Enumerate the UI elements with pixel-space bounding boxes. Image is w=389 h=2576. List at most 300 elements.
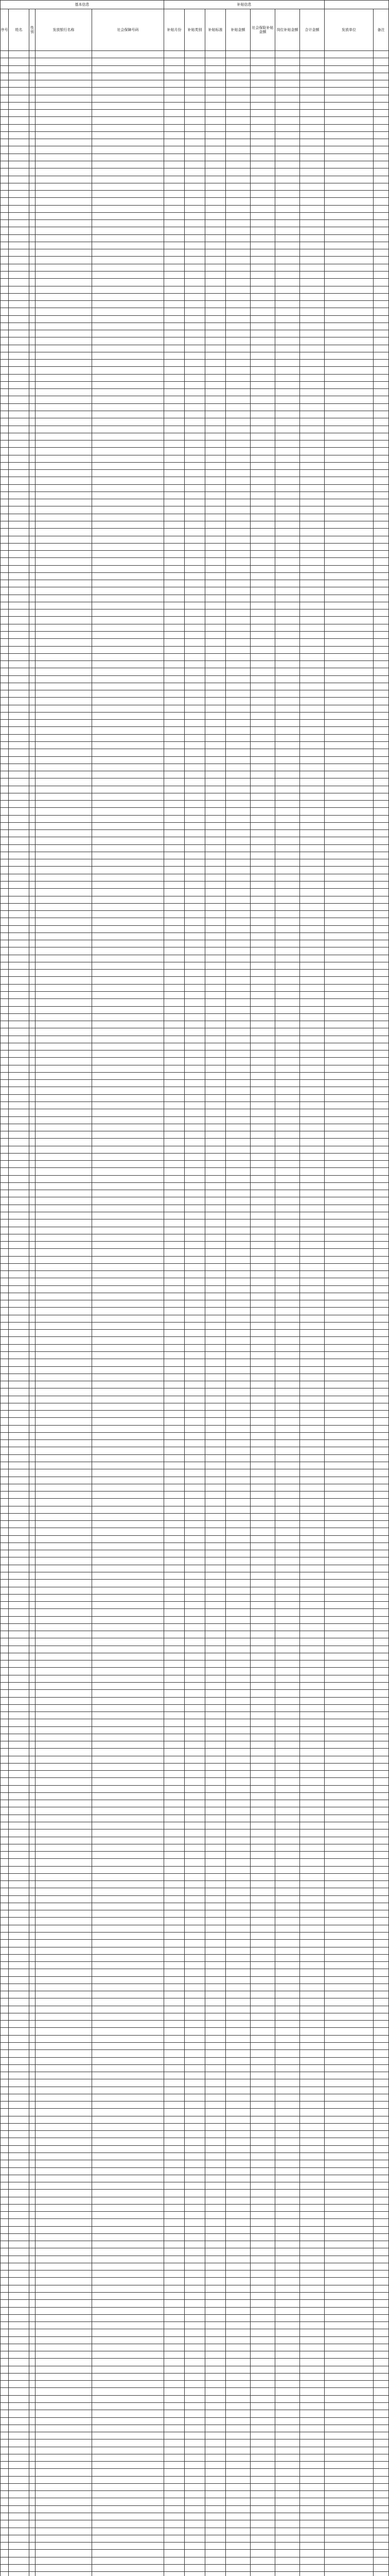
table-cell <box>185 227 205 234</box>
table-cell <box>325 242 374 249</box>
table-cell <box>164 1366 185 1374</box>
table-cell <box>9 1844 29 1851</box>
table-cell <box>9 1352 29 1359</box>
table-cell <box>226 1359 251 1366</box>
table-cell <box>36 1925 92 1932</box>
table-cell <box>164 1212 185 1219</box>
table-cell <box>1 2373 9 2380</box>
table-cell <box>275 2439 300 2447</box>
table-cell <box>92 374 164 381</box>
table-cell <box>275 962 300 969</box>
table-cell <box>29 1168 36 1175</box>
table-row <box>1 617 389 624</box>
table-cell <box>205 1873 226 1880</box>
table-cell <box>29 903 36 910</box>
table-cell <box>205 2417 226 2425</box>
table-cell <box>205 131 226 139</box>
table-cell <box>29 1756 36 1763</box>
table-row <box>1 1668 389 1675</box>
table-cell <box>226 1256 251 1263</box>
table-row <box>1 220 389 227</box>
table-cell <box>36 741 92 749</box>
table-row <box>1 234 389 242</box>
table-cell <box>300 360 325 367</box>
table-cell <box>36 1859 92 1866</box>
table-cell <box>300 1403 325 1410</box>
table-cell <box>1 1396 9 1403</box>
table-cell <box>325 999 374 1006</box>
table-cell <box>226 1778 251 1785</box>
table-cell <box>205 1425 226 1432</box>
table-cell <box>300 1609 325 1616</box>
table-cell <box>205 727 226 734</box>
table-cell <box>251 2381 275 2388</box>
table-cell <box>9 2476 29 2483</box>
table-cell <box>300 1168 325 1175</box>
table-cell <box>300 2314 325 2321</box>
table-cell <box>36 1910 92 1918</box>
table-cell <box>92 720 164 727</box>
table-cell <box>205 1190 226 1197</box>
table-cell <box>325 1219 374 1227</box>
table-cell <box>29 484 36 492</box>
table-cell <box>185 1101 205 1109</box>
table-cell <box>164 2454 185 2461</box>
table-cell <box>9 1580 29 1587</box>
table-cell <box>185 1374 205 1381</box>
table-cell <box>9 2212 29 2219</box>
table-cell <box>325 2212 374 2219</box>
table-cell <box>300 227 325 234</box>
table-cell <box>205 1124 226 1131</box>
table-cell <box>36 2314 92 2321</box>
table-cell <box>374 1749 389 1756</box>
table-row <box>1 2476 389 2483</box>
table-cell <box>1 580 9 587</box>
table-cell <box>9 1778 29 1785</box>
table-cell <box>205 617 226 624</box>
table-cell <box>92 2388 164 2395</box>
table-cell <box>374 1418 389 1425</box>
table-cell <box>185 1447 205 1454</box>
table-cell <box>226 2013 251 2020</box>
table-cell <box>300 1888 325 1895</box>
table-cell <box>29 1991 36 1998</box>
table-cell <box>226 2160 251 2167</box>
table-cell <box>1 1844 9 1851</box>
table-cell <box>29 2344 36 2351</box>
table-cell <box>164 2285 185 2292</box>
table-cell <box>374 2432 389 2439</box>
table-row <box>1 2351 389 2359</box>
table-cell <box>92 65 164 73</box>
table-cell <box>164 1940 185 1947</box>
table-cell <box>9 212 29 219</box>
table-cell <box>29 183 36 190</box>
table-cell <box>251 940 275 947</box>
table-cell <box>275 2432 300 2439</box>
table-cell <box>36 2329 92 2336</box>
table-cell <box>275 1285 300 1293</box>
table-cell <box>185 492 205 499</box>
table-row <box>1 984 389 991</box>
table-cell <box>300 293 325 300</box>
table-cell <box>185 212 205 219</box>
table-cell <box>92 2226 164 2233</box>
table-cell <box>1 2314 9 2321</box>
table-cell <box>275 1256 300 1263</box>
table-cell <box>1 1895 9 1903</box>
table-cell <box>300 2035 325 2042</box>
table-cell <box>1 1749 9 1756</box>
table-cell <box>92 1513 164 1520</box>
table-cell <box>36 2263 92 2270</box>
table-cell <box>1 837 9 844</box>
table-cell <box>92 1741 164 1749</box>
table-row <box>1 609 389 617</box>
table-cell <box>164 1778 185 1785</box>
table-cell <box>185 308 205 315</box>
table-cell <box>251 1719 275 1726</box>
table-row <box>1 764 389 771</box>
table-cell <box>29 565 36 572</box>
table-cell <box>374 2425 389 2432</box>
table-cell <box>226 2109 251 2116</box>
table-cell <box>1 867 9 874</box>
table-cell <box>251 1058 275 1065</box>
table-cell <box>325 1087 374 1094</box>
table-cell <box>29 2263 36 2270</box>
table-cell <box>29 1212 36 1219</box>
table-cell <box>29 411 36 418</box>
table-row <box>1 646 389 653</box>
table-cell <box>374 176 389 183</box>
table-cell <box>29 1227 36 1234</box>
table-cell <box>275 1933 300 1940</box>
table-cell <box>92 2483 164 2490</box>
table-cell <box>205 146 226 154</box>
table-cell <box>205 2439 226 2447</box>
table-cell <box>374 374 389 381</box>
table-cell <box>275 2064 300 2072</box>
table-cell <box>205 1998 226 2006</box>
table-cell <box>92 2116 164 2123</box>
table-cell <box>251 1499 275 1506</box>
table-cell <box>325 1469 374 1477</box>
table-cell <box>185 418 205 426</box>
table-cell <box>251 1881 275 1888</box>
table-cell <box>29 1954 36 1961</box>
table-cell <box>164 1557 185 1565</box>
table-cell <box>374 1756 389 1763</box>
table-cell <box>92 367 164 374</box>
table-cell <box>325 1925 374 1932</box>
table-cell <box>300 617 325 624</box>
table-cell <box>226 1139 251 1146</box>
table-row <box>1 2285 389 2292</box>
table-cell <box>374 2131 389 2138</box>
table-cell <box>275 1116 300 1124</box>
table-row <box>1 433 389 440</box>
table-cell <box>29 1285 36 1293</box>
table-row <box>1 183 389 190</box>
table-row <box>1 1704 389 1711</box>
table-cell <box>275 602 300 609</box>
table-cell <box>185 470 205 477</box>
table-row <box>1 970 389 977</box>
table-cell <box>251 1227 275 1234</box>
table-cell <box>374 1462 389 1469</box>
table-cell <box>164 51 185 58</box>
table-cell <box>374 1528 389 1535</box>
table-cell <box>374 212 389 219</box>
table-cell <box>9 1976 29 1984</box>
table-cell <box>275 1300 300 1308</box>
table-cell <box>275 198 300 205</box>
table-cell <box>325 903 374 910</box>
table-cell <box>300 418 325 426</box>
table-cell <box>205 2190 226 2197</box>
table-cell <box>185 2285 205 2292</box>
table-cell <box>251 2329 275 2336</box>
table-cell <box>92 492 164 499</box>
table-cell <box>275 1462 300 1469</box>
table-cell <box>29 2079 36 2087</box>
table-cell <box>36 1101 92 1109</box>
table-cell <box>1 1888 9 1895</box>
table-cell <box>29 940 36 947</box>
table-cell <box>92 1734 164 1741</box>
table-cell <box>251 1006 275 1013</box>
table-row <box>1 110 389 117</box>
table-cell <box>226 734 251 741</box>
table-cell <box>374 940 389 947</box>
table-cell <box>374 506 389 514</box>
table-cell <box>205 1454 226 1462</box>
table-cell <box>29 1006 36 1013</box>
table-cell <box>92 1918 164 1925</box>
table-cell <box>226 212 251 219</box>
table-cell <box>374 1359 389 1366</box>
table-cell <box>325 1933 374 1940</box>
table-cell <box>374 1094 389 1101</box>
table-cell <box>164 514 185 521</box>
table-cell <box>9 264 29 271</box>
table-cell <box>251 793 275 800</box>
table-cell <box>226 889 251 896</box>
table-cell <box>374 249 389 257</box>
table-cell <box>1 2395 9 2402</box>
table-cell <box>251 668 275 675</box>
table-cell <box>251 1161 275 1168</box>
table-cell <box>9 374 29 381</box>
table-cell <box>1 2212 9 2219</box>
table-cell <box>205 867 226 874</box>
table-row <box>1 1638 389 1646</box>
table-cell <box>185 815 205 822</box>
table-cell <box>9 2410 29 2417</box>
table-cell <box>300 1580 325 1587</box>
table-cell <box>1 911 9 918</box>
table-cell <box>36 154 92 161</box>
table-cell <box>29 2094 36 2101</box>
table-cell <box>251 999 275 1006</box>
table-cell <box>275 551 300 558</box>
table-cell <box>92 2042 164 2049</box>
table-cell <box>374 154 389 161</box>
table-cell <box>9 95 29 102</box>
table-cell <box>164 925 185 933</box>
table-cell <box>325 1807 374 1815</box>
table-cell <box>36 536 92 543</box>
table-cell <box>275 293 300 300</box>
table-cell <box>226 1521 251 1528</box>
table-cell <box>1 492 9 499</box>
table-cell <box>251 514 275 521</box>
table-cell <box>374 264 389 271</box>
table-cell <box>251 1036 275 1043</box>
table-cell <box>251 2021 275 2028</box>
table-cell <box>9 2057 29 2064</box>
table-cell <box>29 1785 36 1792</box>
table-cell <box>164 595 185 602</box>
table-cell <box>251 323 275 330</box>
table-cell <box>92 1352 164 1359</box>
table-cell <box>29 1587 36 1594</box>
table-cell <box>185 1249 205 1256</box>
table-cell <box>9 1087 29 1094</box>
table-cell <box>325 198 374 205</box>
table-cell <box>92 683 164 690</box>
table-cell <box>92 947 164 955</box>
table-cell <box>275 1352 300 1359</box>
table-cell <box>1 1933 9 1940</box>
table-cell <box>374 837 389 844</box>
table-cell <box>36 1557 92 1565</box>
table-cell <box>325 1492 374 1499</box>
table-cell <box>374 1771 389 1778</box>
table-cell <box>92 882 164 889</box>
table-cell <box>9 1028 29 1036</box>
table-cell <box>1 484 9 492</box>
table-cell <box>92 822 164 829</box>
table-cell <box>374 58 389 65</box>
table-cell <box>164 808 185 815</box>
table-cell <box>164 183 185 190</box>
table-cell <box>300 403 325 411</box>
table-cell <box>300 2373 325 2380</box>
table-cell <box>300 337 325 345</box>
table-cell <box>29 984 36 991</box>
table-cell <box>205 1749 226 1756</box>
table-cell <box>226 933 251 940</box>
table-cell <box>226 286 251 293</box>
table-cell <box>275 176 300 183</box>
table-cell <box>164 947 185 955</box>
table-cell <box>325 690 374 698</box>
table-cell <box>36 1308 92 1315</box>
table-cell <box>251 2344 275 2351</box>
table-cell <box>226 2300 251 2307</box>
table-row <box>1 2329 389 2336</box>
table-cell <box>325 279 374 286</box>
table-cell <box>9 220 29 227</box>
table-cell <box>251 2395 275 2402</box>
table-cell <box>29 2087 36 2094</box>
table-cell <box>92 2432 164 2439</box>
table-cell <box>251 2403 275 2410</box>
table-cell <box>226 1197 251 1205</box>
table-cell <box>92 2123 164 2130</box>
table-cell <box>29 301 36 308</box>
table-cell <box>300 286 325 293</box>
table-cell <box>374 2322 389 2329</box>
table-cell <box>300 698 325 705</box>
table-cell <box>164 830 185 837</box>
table-cell <box>374 1072 389 1079</box>
table-cell <box>374 2388 389 2395</box>
table-row <box>1 1337 389 1344</box>
table-cell <box>29 1822 36 1829</box>
table-cell <box>36 1712 92 1719</box>
table-cell <box>36 1565 92 1572</box>
table-cell <box>226 1308 251 1315</box>
table-cell <box>205 882 226 889</box>
table-cell <box>164 2028 185 2035</box>
col-header-index: 序号 <box>1 9 9 51</box>
table-cell <box>164 2351 185 2359</box>
table-cell <box>9 1050 29 1058</box>
table-cell <box>29 1829 36 1837</box>
table-cell <box>205 1881 226 1888</box>
table-cell <box>92 2351 164 2359</box>
table-cell <box>36 1168 92 1175</box>
table-cell <box>92 844 164 852</box>
table-cell <box>300 2116 325 2123</box>
table-cell <box>275 1873 300 1880</box>
table-cell <box>36 1322 92 1329</box>
table-cell <box>36 1785 92 1792</box>
table-cell <box>29 1124 36 1131</box>
table-cell <box>36 2175 92 2182</box>
table-cell <box>1 1484 9 1491</box>
table-cell <box>374 1234 389 1241</box>
table-cell <box>185 389 205 396</box>
table-cell <box>374 1638 389 1646</box>
table-cell <box>185 2462 205 2469</box>
table-cell <box>164 1998 185 2006</box>
table-cell <box>36 1704 92 1711</box>
table-cell <box>92 1690 164 1697</box>
table-cell <box>9 2182 29 2190</box>
table-cell <box>374 1675 389 1682</box>
table-row <box>1 1352 389 1359</box>
table-cell <box>36 139 92 146</box>
table-cell <box>185 2263 205 2270</box>
table-cell <box>226 1109 251 1116</box>
table-cell <box>1 2153 9 2160</box>
table-cell <box>251 440 275 448</box>
table-cell <box>300 1918 325 1925</box>
table-cell <box>205 176 226 183</box>
table-cell <box>325 484 374 492</box>
table-cell <box>251 2462 275 2469</box>
table-cell <box>164 1072 185 1079</box>
table-cell <box>374 2167 389 2175</box>
table-cell <box>300 2476 325 2483</box>
table-cell <box>275 837 300 844</box>
table-cell <box>205 271 226 278</box>
